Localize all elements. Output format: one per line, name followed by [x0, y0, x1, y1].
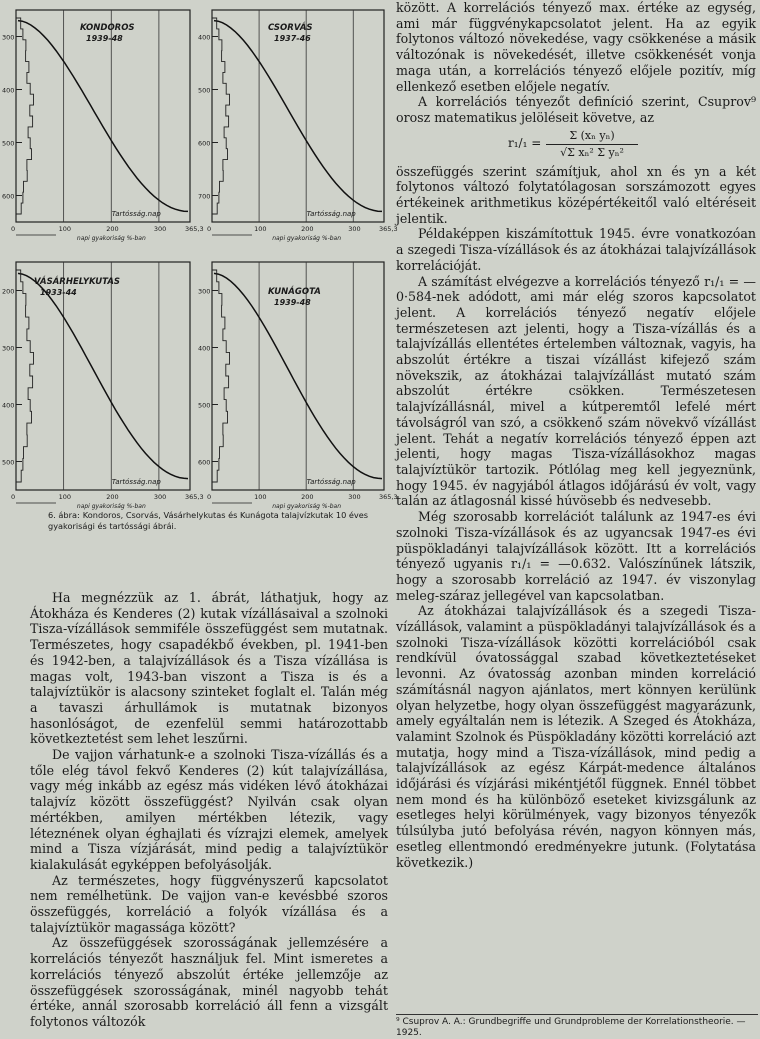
- paragraph: A számítást elvégezve a korrelációs tényező r₁/₁ = —0·584-nek adódott, ami már elég szoros kapcsolatot jelent. A korrelációs tényező negatív előjele természetesen azt jelenti, hogy a Tisza-vízállás és a talajvízállás ellentétes értelemben változnak, vagyis, ha abszolút értékre a tiszai vízállást kifejező szám növekszik, az átokházai talajvízállást mutató szám abszolút értékre csökken. Természetesen talajvízállásnál, mivel a kútperemtől lefelé mért távolságról van szó, a csökkenő szám növekvő vízállást jelent. Tehát a negatív korrelációs tényező éppen azt jelenti, hogy magas Tisza-vízállásokhoz magas talajvíztükör tartozik. Pótlólag meg kell jegyeznünk, hogy 1945. év nagyjából átlagos időjárású év volt, vagy talán az átlagosnál kissé húvösebb és nedvesebb.: [396, 273, 756, 509]
- chart-title: CSORVÁS: [268, 23, 313, 33]
- paragraph: A korrelációs tényezőt definíció szerint, Csuprov⁹ orosz matematikus jelöléseit követve, az: [396, 94, 756, 125]
- paragraph: Az természetes, hogy függvényszerű kapcsolatot nem remélhetünk. De vajjon van-e kevésbbé szoros összefüggés, korreláció a folyók vízállása és a talajvíztükör magassága között?: [30, 872, 388, 935]
- y-tick-label: 200: [2, 287, 15, 296]
- x-tick-label: 200: [301, 225, 314, 233]
- formula-lhs: r₁/₁ =: [508, 135, 542, 150]
- chart-title: KONDOROS: [80, 23, 135, 33]
- y-tick-label: 500: [198, 401, 211, 410]
- left-body-text: [30, 590, 388, 1030]
- y-tick-label: 300: [198, 287, 211, 296]
- x-tick-label: 100: [254, 493, 267, 501]
- frequency-histogram: [212, 18, 230, 214]
- y-tick-label: 600: [198, 458, 211, 467]
- chart-title: VÁSÁRHELYKUTAS: [34, 277, 121, 287]
- x-tick-label: 100: [254, 225, 267, 233]
- paragraph: De vajjon várhatunk-e a szolnoki Tisza-vízállás és a tőle elég távol fekvő Kenderes (2) kút talajvízállása, vagy még inkább az egész más vidéken lévő átokházai talajvíz között összefüggést? Nyilván csak olyan mértékben, amilyen mértékben létezik, vagy léteznének olyan éghajlati és vízrajzi elemek, amelyek mind a Tisza vízjárását, mind pedig a talajvíztükör kialakulását egyképpen befolyásolják.: [30, 747, 388, 872]
- figure-6: [0, 0, 398, 510]
- x-tick-label: 0: [11, 225, 16, 233]
- footnote: ⁹ Csuprov A. A.: Grundbegriffe und Grundprobleme der Korrelationstheorie. — 1925.: [396, 1014, 758, 1039]
- axis-label-gyakorisag: napi gyakoriság %-ban: [76, 503, 146, 510]
- paragraph: Még szorosabb korrelációt találunk az 1947-es évi szolnoki Tisza-vízállások és az ugyancsak 1947-es évi püspökladányi talajvízállások között. Itt a korrelációs tényező ugyanis r₁/₁ = —0.632. Valószínűnek látszik, hogy a szorosabb korreláció az 1947. év viszonylag meleg-száraz jellegével van kapcsolatban.: [396, 509, 756, 603]
- x-tick-label: 0: [207, 225, 212, 233]
- formula-denominator: √Σ xₙ² Σ yₙ²: [560, 146, 624, 160]
- x-tick-label: 365,3: [379, 493, 398, 501]
- x-tick-label: 100: [58, 493, 72, 501]
- axis-label-gyakorisag: napi gyakoriság %-ban: [272, 235, 342, 242]
- x-tick-label: 300: [348, 493, 361, 501]
- x-tick-label: 200: [106, 493, 119, 501]
- y-tick-label: 700: [198, 192, 211, 201]
- paragraph: Ha megnézzük az 1. ábrát, láthatjuk, hogy az Átokháza és Kenderes (2) kutak vízállásaival a szolnoki Tisza-vízállások semmiféle összefüggést sem mutatnak. Természetes, hogy csapadékbő években, pl. 1941-ben és 1942-ben, a talajvízállások és a Tisza vízállása is magas volt, 1943-ban viszont a Tisza is és a talajvíztükör is alacsony szinteket foglalt el. Talán még a tavaszi árhullámok is mutatnak bizonyos hasonlóságot, de ezenfelül semmi határozottabb következtetést sem lehet leszűrni.: [30, 590, 388, 747]
- y-tick-label: 400: [2, 86, 15, 95]
- paragraph: Az átokházai talajvízállások és a szegedi Tisza-vízállások, valamint a püspökladányi talajvízállások és a szolnoki Tisza-vízállások közötti korrelációból csak rendkívül óvatossággal szabad következtetéseket levonni. Az óvatosság azonban minden korreláció számításnál nagyon ajánlatos, mert könnyen kerülünk olyan helyzetbe, hogy olyan összefüggést magyarázunk, amely egyáltalán nem is létezik. A Szeged és Átokháza, valamint Szolnok és Püspökladány közötti korreláció azt mutatja, hogy mind a Tisza-vízállások, mind pedig a talajvízállások az egész Kárpát-medence általános időjárási és vízjárási mikéntjétől függnek. Ennél többet nem mond és ha különböző eseteket kivizsgálunk az esetleges helyi körülmények, vagy bizonyos tényezők túlsúlyba jutó befolyása révén, nagyon könnyen más, esetleg ellentmondó eredményekre jutunk. (Folytatása következik.): [396, 603, 756, 870]
- formula-numerator: Σ (xₙ yₙ): [546, 128, 638, 146]
- paragraph: Az összefüggések szorosságának jellemzésére a korrelációs tényezőt használjuk fel. Mint ismeretes a korrelációs tényező abszolút értéke jellemzője az összefüggések szorosságának, minél nagyobb tehát értéke, annál szorosabb korreláció áll fenn a vizsgált folytonos változók: [30, 935, 388, 1029]
- y-tick-label: 300: [2, 344, 15, 353]
- y-tick-label: 500: [2, 139, 15, 148]
- x-tick-label: 200: [106, 225, 119, 233]
- x-tick-label: 300: [348, 225, 361, 233]
- axis-label-tartossag: Tartósság.nap: [306, 210, 356, 218]
- y-tick-label: 600: [2, 192, 15, 201]
- y-tick-label: 600: [198, 139, 211, 148]
- frequency-histogram: [212, 270, 230, 482]
- paragraph: Példaképpen kiszámítottuk 1945. évre vonatkozóan a szegedi Tisza-vízállások és az átokházai talajvízállások korrelációját.: [396, 226, 756, 273]
- x-tick-label: 0: [207, 493, 212, 501]
- chart-years: 1939-48: [274, 298, 311, 307]
- right-body-text: [396, 0, 756, 870]
- figure-caption: [48, 510, 384, 532]
- frequency-histogram: [16, 270, 34, 482]
- chart-title: KUNÁGOTA: [268, 287, 321, 297]
- x-tick-label: 365,3: [185, 225, 204, 233]
- chart-years: 1939-48: [86, 34, 123, 43]
- x-tick-label: 365,3: [379, 225, 398, 233]
- x-tick-label: 200: [301, 493, 314, 501]
- x-tick-label: 100: [58, 225, 72, 233]
- y-tick-label: 400: [2, 401, 15, 410]
- x-tick-label: 300: [153, 493, 167, 501]
- x-tick-label: 300: [153, 225, 167, 233]
- axis-label-tartossag: Tartósság.nap: [306, 478, 356, 486]
- y-tick-label: 400: [198, 344, 211, 353]
- paragraph: összefüggés szerint számítjuk, ahol xn és yn a két folytonos változó folytatólagosan sorszámozott egyes értékeinek arithmetikus középértékeitől való eltéréseit jelentik.: [396, 163, 756, 226]
- duration-curve: [18, 273, 188, 478]
- paragraph: között. A korrelációs tényező max. értéke az egység, ami már függvénykapcsolatot jelent. Ha az egyik folytonos változó növekedése, vagy csökkenése a másik változónak is növekedését, illetve csökkenését vonja maga után, a korrelációs tényező előjele pozitív, míg ellenkező esetben előjele negatív.: [396, 0, 756, 94]
- correlation-formula: [396, 129, 756, 159]
- y-tick-label: 400: [198, 33, 211, 42]
- axis-label-tartossag: Tartósság.nap: [111, 210, 161, 218]
- y-tick-label: 500: [2, 458, 15, 467]
- caption-text: Kondoros, Csorvás, Vásárhelykutas és Kunágota talajvízkutak 10 éves gyakorisági és tartóssági ábrái.: [48, 510, 369, 531]
- axis-label-gyakorisag: napi gyakoriság %-ban: [272, 503, 342, 510]
- frequency-histogram: [16, 18, 34, 214]
- caption-label: 6. ábra:: [48, 510, 80, 520]
- x-tick-label: 0: [11, 493, 16, 501]
- formula-fraction: [546, 128, 638, 161]
- duration-curve: [18, 21, 188, 212]
- y-tick-label: 300: [2, 33, 15, 42]
- right-column: [396, 0, 758, 1039]
- chart-years: 1933-44: [40, 288, 77, 297]
- y-tick-label: 500: [198, 86, 211, 95]
- axis-label-tartossag: Tartósság.nap: [111, 478, 161, 486]
- chart-years: 1937-46: [274, 34, 311, 43]
- duration-curve: [214, 21, 382, 212]
- x-tick-label: 365,3: [185, 493, 204, 501]
- axis-label-gyakorisag: napi gyakoriság %-ban: [76, 235, 146, 242]
